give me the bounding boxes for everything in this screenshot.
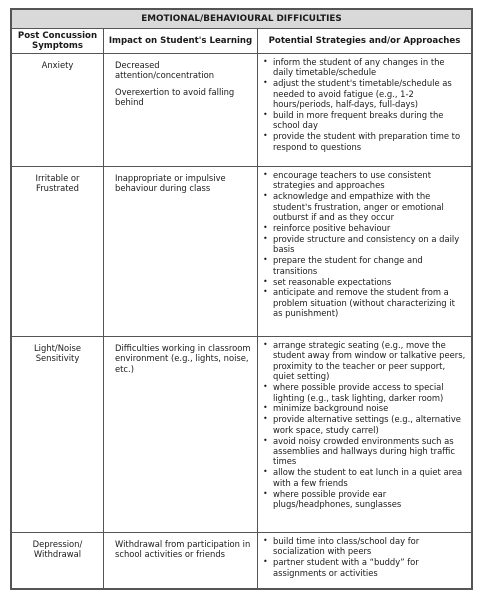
table-row	[12, 54, 472, 167]
strategy-item: • allow the student to eat lunch in a quiet area with a few friends	[260, 467, 467, 488]
header-symptoms: Post Concussion Symptoms	[12, 29, 104, 54]
table-row	[12, 167, 472, 337]
strategy-item: • provide alternative settings (e.g., alternative work space, study carrel)	[260, 414, 467, 435]
table-row	[12, 533, 472, 589]
difficulties-table	[11, 9, 472, 589]
strategy-item: • where possible provide access to special lighting (e.g., task lighting, darker room)	[260, 382, 467, 403]
strategy-item: • acknowledge and empathize with the student's frustration, anger or emotional outburst if and as they occur	[260, 191, 467, 222]
impact-cell	[104, 337, 258, 533]
strategy-list	[260, 170, 467, 319]
header-impact: Impact on Student's Learning	[104, 29, 258, 54]
table-row	[12, 337, 472, 533]
strategy-item: • anticipate and remove the student from a problem situation (without characterizing it as punishment)	[260, 287, 467, 318]
strategy-item: • set reasonable expectations	[260, 277, 467, 287]
symptom-cell: Depression/ Withdrawal	[12, 533, 104, 589]
strategy-item: • encourage teachers to use consistent strategies and approaches	[260, 170, 467, 191]
strategy-item: • build time into class/school day for socialization with peers	[260, 536, 467, 557]
difficulties-table-frame	[10, 8, 473, 590]
impact-cell	[104, 167, 258, 337]
strategy-item: • reinforce positive behaviour	[260, 223, 467, 233]
strategy-list	[260, 57, 467, 152]
symptom-cell: Light/Noise Sensitivity	[12, 337, 104, 533]
impact-text: Overexertion to avoid falling behind	[115, 86, 235, 108]
symptom-cell: Anxiety	[12, 54, 104, 167]
header-row	[12, 29, 472, 54]
strategy-item: • provide structure and consistency on a daily basis	[260, 234, 467, 255]
strategy-item: • adjust the student's timetable/schedule as needed to avoid fatigue (e.g., 1-2 hours/periods, half-days, full-days)	[260, 78, 467, 109]
table-title: EMOTIONAL/BEHAVIOURAL DIFFICULTIES	[12, 10, 472, 29]
strategy-item: • avoid noisy crowded environments such as assemblies and hallways during high traffic times	[260, 436, 467, 467]
impact-text: Difficulties working in classroom environment (e.g., lights, noise, etc.)	[115, 343, 251, 374]
strategy-item: • prepare the student for change and transitions	[260, 255, 467, 276]
strategy-item: • build in more frequent breaks during the school day	[260, 110, 467, 131]
strategy-item: • where possible provide ear plugs/headphones, sunglasses	[260, 489, 467, 510]
strategies-cell	[258, 337, 472, 533]
strategy-item: • partner student with a “buddy” for assignments or activities	[260, 557, 467, 578]
strategy-item: • arrange strategic seating (e.g., move the student away from window or talkative peers, proximity to the teacher or peer support, quiet setting)	[260, 340, 467, 382]
header-strategies: Potential Strategies and/or Approaches	[258, 29, 472, 54]
strategy-list	[260, 536, 467, 578]
strategy-item: • provide the student with preparation time to respond to questions	[260, 131, 467, 152]
strategy-list	[260, 340, 467, 510]
impact-cell	[104, 533, 258, 589]
strategies-cell	[258, 54, 472, 167]
strategy-item: • inform the student of any changes in the daily timetable/schedule	[260, 57, 467, 78]
strategies-cell	[258, 167, 472, 337]
impact-text: Withdrawal from participation in school activities or friends	[115, 539, 251, 560]
impact-cell	[104, 54, 258, 167]
strategies-cell	[258, 533, 472, 589]
impact-text: Inappropriate or impulsive behaviour during class	[115, 173, 226, 194]
impact-text: Decreased attention/concentration	[115, 60, 215, 81]
strategy-item: • minimize background noise	[260, 403, 467, 413]
symptom-cell: Irritable or Frustrated	[12, 167, 104, 337]
